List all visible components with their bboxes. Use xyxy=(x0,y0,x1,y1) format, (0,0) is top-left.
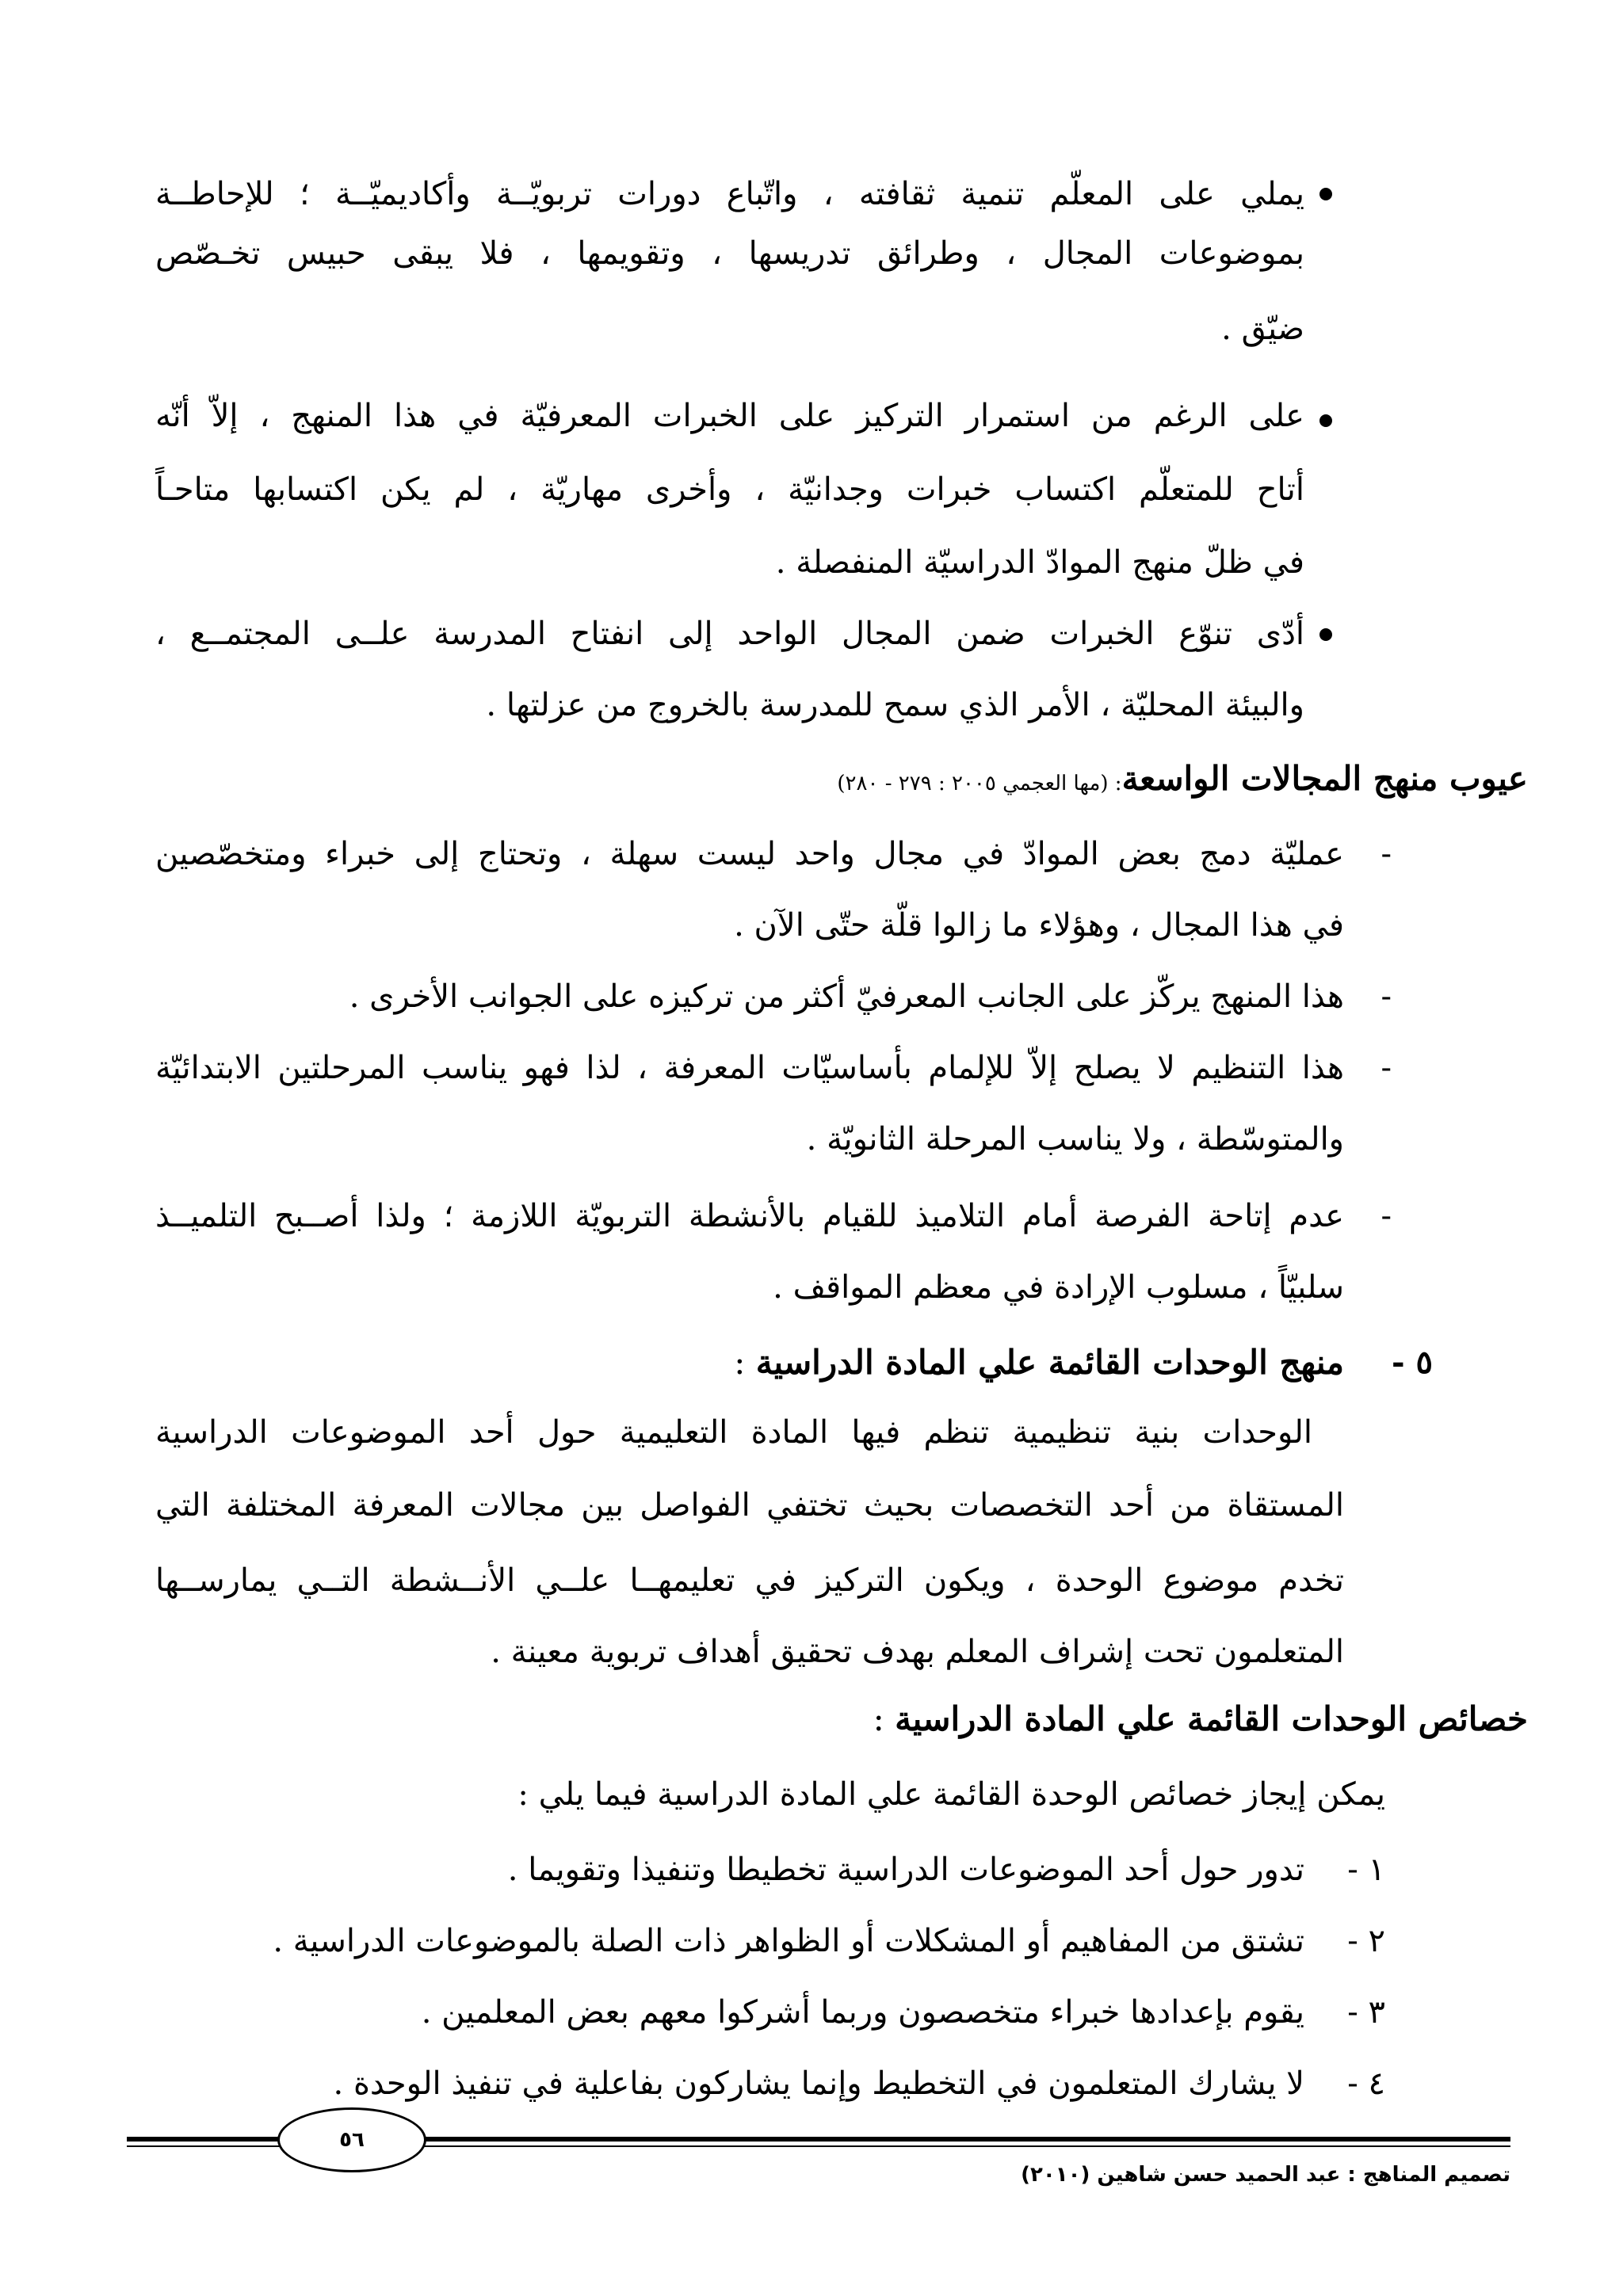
feature-number: ١ - xyxy=(1347,1852,1385,1888)
section5-colon: : xyxy=(734,1343,746,1382)
defect-4-line-1: عدم إتاحة الفرصة أمام التلاميذ للقيام بالأنشطة التربويّة اللازمة ؛ ولذا أصــبح التلميــذ xyxy=(155,1198,1344,1234)
feature-4: لا يشارك المتعلمون في التخطيط وإنما يشاركون بفاعلية في تنفيذ الوحدة . xyxy=(333,2065,1304,2102)
defect-2: هذا المنهج يركّز على الجانب المعرفيّ أكثر من تركيزه على الجوانب الأخرى . xyxy=(349,978,1344,1015)
feature-3: يقوم بإعدادها خبراء متخصصون وربما أشركوا معهم بعض المعلمين . xyxy=(421,1994,1304,2031)
defect-1-line-1: عمليّة دمج بعض الموادّ في مجال واحد ليست سهلة ، وتحتاج إلى خبراء ومتخصّصين xyxy=(155,836,1344,872)
bullet-2-line-2: أتاح للمتعلّم اكتساب خبرات وجدانيّة ، وأخرى مهاريّة ، لم يكن اكتسابها متاحـاً xyxy=(155,471,1304,508)
dash-marker: - xyxy=(1381,1198,1392,1234)
defects-heading-line xyxy=(837,755,1528,803)
bullet-icon xyxy=(1319,628,1332,641)
defect-3-line-1: هذا التنظيم لا يصلح إلاّ للإلمام بأساسيّات المعرفة ، لذا فهو يناسب المرحلتين الابتدائيّة xyxy=(155,1050,1344,1086)
bullet-2-line-1: على الرغم من استمرار التركيز على الخبرات المعرفيّة في هذا المنهج ، إلاّ أنّه xyxy=(155,398,1304,434)
page-number-oval xyxy=(277,2107,426,2172)
section5-para-line-4: المتعلمون تحت إشراف المعلم بهدف تحقيق أهداف تربوية معينة . xyxy=(491,1634,1344,1670)
bullet-icon xyxy=(1319,188,1332,200)
section5-para-line-1: الوحدات بنية تنظيمية تنظم فيها المادة التعليمية حول أحد الموضوعات الدراسية xyxy=(155,1414,1312,1451)
page-number: ٥٦ xyxy=(339,2128,365,2152)
bullet-3-line-1: أدّى تنوّع الخبرات ضمن المجال الواحد إلى انفتاح المدرسة علــى المجتمــع ، xyxy=(155,616,1305,652)
defect-4-line-2: سلبيّاً ، مسلوب الإرادة في معظم المواقف . xyxy=(773,1269,1344,1306)
book-credit: تصميم المناهج : عبد الحميد حسن شاهين (٢٠١٠) xyxy=(1021,2163,1510,2187)
feature-number: ٣ - xyxy=(1347,1994,1385,2031)
section5-heading: منهج الوحدات القائمة علي المادة الدراسية xyxy=(755,1343,1344,1382)
bullet-1-line-3: ضيّق . xyxy=(1221,311,1304,347)
features-colon: : xyxy=(873,1699,884,1738)
dash-marker: - xyxy=(1381,978,1392,1015)
dash-marker: - xyxy=(1381,836,1392,872)
defects-heading: عيوب منهج المجالات الواسعة xyxy=(1121,759,1528,798)
bullet-3-line-2: والبيئة المحليّة ، الأمر الذي سمح للمدرسة بالخروج من عزلتها . xyxy=(486,687,1304,723)
section5-para-line-2: المستقاة من أحد التخصصات بحيث تختفي الفواصل بين مجالات المعرفة المختلفة التي xyxy=(155,1487,1344,1524)
dash-marker: - xyxy=(1381,1050,1392,1086)
section5-heading-line xyxy=(734,1339,1344,1386)
feature-1: تدور حول أحد الموضوعات الدراسية تخطيطا وتنفيذا وتقويما . xyxy=(507,1852,1304,1888)
feature-number: ٢ - xyxy=(1347,1923,1385,1959)
defect-3-line-2: والمتوسّطة ، ولا يناسب المرحلة الثانويّة . xyxy=(806,1121,1344,1158)
section5-number: ٥ - xyxy=(1391,1344,1433,1381)
section5-para-line-3: تخدم موضوع الوحدة ، ويكون التركيز في تعليمهــا علــي الأنــشطة التــي يمارســها xyxy=(155,1562,1344,1599)
features-heading-line xyxy=(873,1695,1528,1743)
feature-number: ٤ - xyxy=(1347,2065,1385,2102)
defects-citation: : (مها العجمي ٢٠٠٥ : ٢٧٩ - ٢٨٠) xyxy=(837,772,1122,795)
bullet-2-line-3: في ظلّ منهج الموادّ الدراسيّة المنفصلة . xyxy=(775,544,1304,581)
features-heading: خصائص الوحدات القائمة علي المادة الدراسية xyxy=(895,1699,1528,1738)
defect-1-line-2: في هذا المجال ، وهؤلاء ما زالوا قلّة حتّى الآن . xyxy=(734,907,1344,944)
feature-2: تشتق من المفاهيم أو المشكلات أو الظواهر ذات الصلة بالموضوعات الدراسية . xyxy=(273,1923,1304,1959)
bullet-1-line-2: بموضوعات المجال ، وطرائق تدريسها ، وتقويمها ، فلا يبقى حبيس تخـصّص xyxy=(155,235,1304,272)
bullet-icon xyxy=(1319,414,1332,427)
bullet-1-line-1: يملي على المعلّم تنمية ثقافته ، واتّباع دورات تربويّــة وأكاديميّــة ؛ للإحاطــة xyxy=(155,176,1304,212)
features-intro: يمكن إيجاز خصائص الوحدة القائمة علي المادة الدراسية فيما يلي : xyxy=(517,1776,1385,1813)
